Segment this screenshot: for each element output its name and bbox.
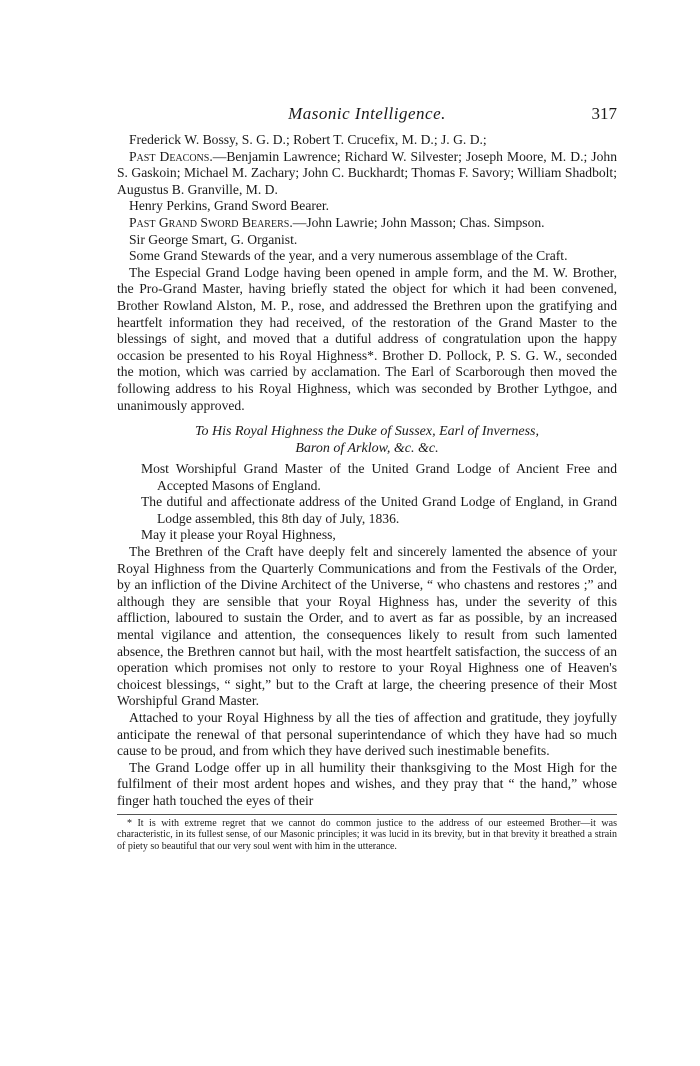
paragraph: The Brethren of the Craft have deeply felt and sincerely lamented the absence of your Royal Highness from the Quarterly Communications and from the Festivals of the Order, by an infliction of the Divine Architect of the Universe, “ who chastens and restores ;” and although they are sensible that your Royal Highness has, under the severity of this affliction, laboured to sustain the Order, and to avert as far as possible, by an increased mental vigilance and attention, the consequences likely to result from such lamented absence, the Brethren cannot but hail, with the most heartfelt satisfaction, the success of an operation which promises not only to restore to your Royal Highness one of Heaven's choicest blessings, “ sight,” but to the Craft at large, the cheering presence of their Most Worshipful Grand Master. [117, 544, 617, 709]
paragraph: Frederick W. Bossy, S. G. D.; Robert T. Crucefix, M. D.; J. G. D.; [129, 132, 487, 147]
page-number: 317 [591, 104, 617, 123]
address-lines [117, 461, 617, 544]
running-title: Masonic Intelligence. [288, 104, 446, 123]
book-page [117, 104, 617, 852]
body-text [117, 132, 617, 810]
address-line: The dutiful and affectionate address of the United Grand Lodge of England, in Grand Lodge assembled, this 8th day of July, 1836. [141, 494, 617, 526]
address-heading-line: Baron of Arklow, &c. &c. [295, 441, 439, 457]
paragraph [117, 215, 617, 232]
address-heading [117, 423, 617, 457]
paragraph: Some Grand Stewards of the year, and a very numerous assemblage of the Craft. [129, 248, 568, 264]
address-line: Most Worshipful Grand Master of the United Grand Lodge of Ancient Free and Accepted Masons of England. [141, 461, 617, 493]
salutation: May it please your Royal Highness, [141, 527, 336, 543]
paragraph-text: —John Lawrie; John Masson; Chas. Simpson. [292, 214, 545, 230]
footnote-text: * It is with extreme regret that we cannot do common justice to the address of our esteemed Brother—it was characteristic, in its fullest sense, of our Masonic principles; it was lucid in its brevity, but in that brevity it breathed a strain of piety so beautiful that our very soul went with him in the utterance. [117, 817, 617, 852]
running-head [117, 104, 617, 128]
paragraph: The Especial Grand Lodge having been opened in ample form, and the M. W. Brother, the Pro-Grand Master, having briefly stated the object for which it had been convened, Brother Rowland Alston, M. P., rose, and addressed the Brethren upon the gratifying and heartfelt information they had received, of the restoration of the Grand Master to the blessings of sight, and moved that a dutiful address of congratulation upon the happy occasion be presented to his Royal Highness*. Brother D. Pollock, P. S. G. W., seconded the motion, which was carried by acclamation. The Earl of Scarborough then moved the following address to his Royal Highness, which was seconded by Brother Lythgoe, and unanimously approved. [117, 264, 617, 413]
section-label: Past Grand Sword Bearers. [129, 214, 293, 230]
paragraph [117, 149, 617, 199]
paragraph: Attached to your Royal Highness by all the ties of affection and gratitude, they joyfully anticipate the renewal of that personal superintendance of which they have had so much cause to be proud, and from which they have derived such inestimable benefits. [117, 710, 617, 759]
paragraph: Henry Perkins, Grand Sword Bearer. [129, 198, 330, 214]
section-label: Past Deacons. [129, 148, 213, 164]
address-heading-line: To His Royal Highness the Duke of Sussex, Earl of Inverness, [195, 424, 539, 440]
paragraph: The Grand Lodge offer up in all humility their thanksgiving to the Most High for the fulfilment of their most ardent hopes and wishes, and they pray that “ the hand,” whose finger hath touched the eyes of their [117, 759, 617, 808]
footnote [117, 814, 617, 853]
paragraph-text: —Benjamin Lawrence; Richard W. Silvester; Joseph Moore, M. D.; John S. Gaskoin; Michael M. Zachary; John C. Buckhardt; Thomas F. Savory; William Shadbolt; Augustus B. Granville, M. D. [117, 148, 617, 197]
paragraph: Sir George Smart, G. Organist. [129, 231, 298, 247]
